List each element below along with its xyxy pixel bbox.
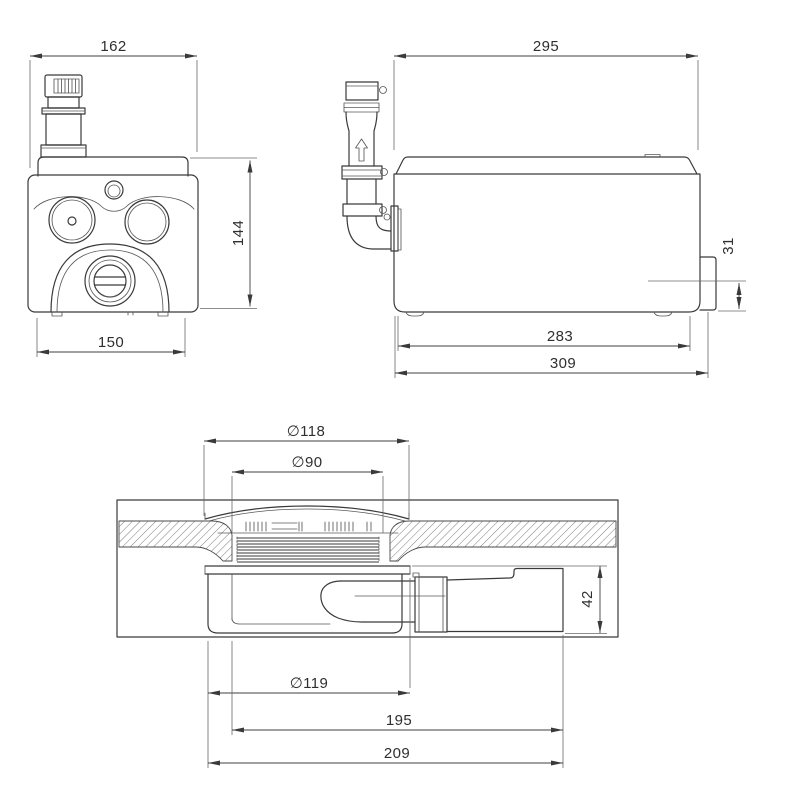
drain-grate-diameter-label: ∅90 [291,454,323,471]
front-base-width-dim-label: 150 [97,334,125,351]
drain-body-diameter-label: ∅119 [289,675,329,692]
front-height-dim-label: 144 [230,219,247,247]
side-outlet-height-dim-label: 31 [720,237,737,255]
drain-overall-length-label: 209 [383,745,411,762]
front-width-dim-label: 162 [100,38,127,55]
drain-depth-dim-label: 42 [579,590,596,608]
side-length-dim-label: 295 [532,38,560,55]
drain-cover-diameter-label: ∅118 [286,423,326,440]
side-base-length-dim-label: 283 [546,328,574,345]
side-overall-length-dim-label: 309 [549,355,577,372]
drain-body-length-label: 195 [385,712,413,729]
